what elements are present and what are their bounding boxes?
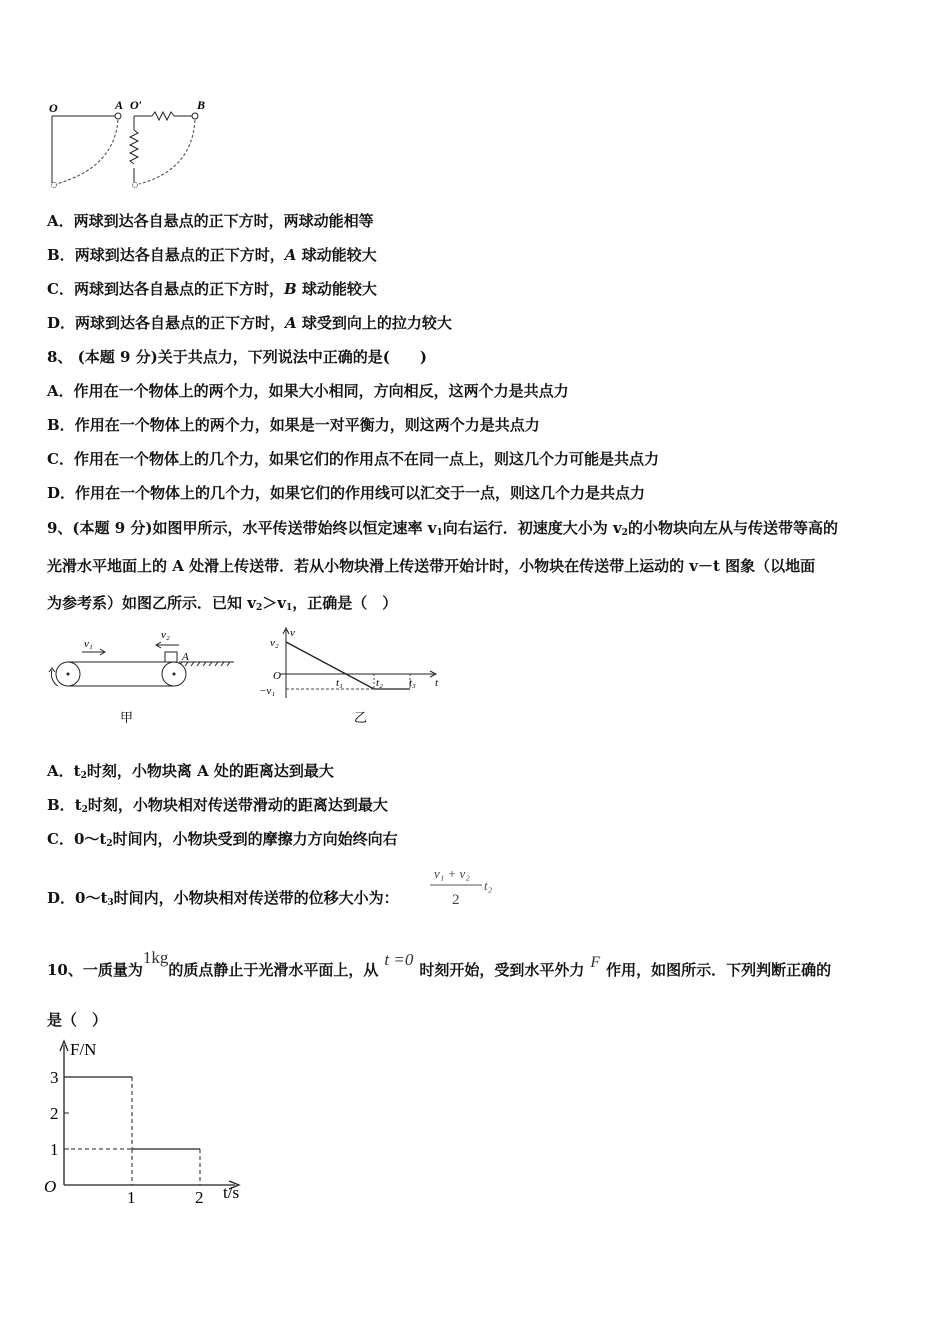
label-jia: 甲	[120, 710, 134, 725]
ball-b	[192, 113, 198, 119]
q10-stem-line1: 10、一质量为1kg的质点静止于光滑水平面上，从t =0时刻开始，受到水平外力 F 作用，如图所示．下列判断正确的	[47, 948, 832, 979]
q10-stem-line2: 是（ ）	[47, 1011, 108, 1029]
svg-text:v₂: v₂	[161, 629, 170, 641]
force-time-chart	[40, 1035, 250, 1214]
q8-option-c: C．作用在一个物体上的几个力，如果它们的作用点不在同一点上，则这几个力可能是共点力	[47, 450, 659, 468]
q8-option-a: A．作用在一个物体上的两个力，如果大小相同，方向相反，这两个力是共点力	[47, 382, 569, 400]
q9-option-d-formula	[426, 862, 506, 916]
q7-option-a: A．两球到达各自悬点的正下方时，两球动能相等	[47, 212, 374, 230]
block	[165, 652, 177, 662]
figure-yi	[259, 627, 439, 725]
vertical-spring	[130, 130, 138, 164]
label-yi: 乙	[354, 710, 368, 725]
label-o-prime: O′	[130, 98, 143, 112]
svg-text:v₁ + v₂: v₁ + v₂	[434, 866, 470, 881]
q9-option-a: A．$t_2$时刻，小物块离 A 处的距离达到最大	[47, 762, 334, 781]
x-tick-label: 1	[127, 1188, 136, 1207]
y-axis-label: F/N	[70, 1040, 97, 1059]
pendulum-spring-figure	[44, 98, 219, 194]
svg-text:t₁: t₁	[336, 677, 343, 689]
right-arc	[139, 120, 195, 184]
origin-label: O	[44, 1177, 57, 1196]
svg-text:A: A	[182, 651, 189, 663]
svg-text:O: O	[273, 670, 281, 682]
label-b: B	[197, 98, 206, 112]
q7-option-b: B．两球到达各自悬点的正下方时，A 球动能较大	[47, 246, 377, 264]
q7-option-d: D．两球到达各自悬点的正下方时，A 球受到向上的拉力较大	[47, 314, 452, 332]
horizontal-spring	[152, 112, 174, 120]
y-tick-label: 1	[50, 1140, 59, 1159]
svg-text:t₃: t₃	[409, 677, 416, 689]
svg-text:t₂: t₂	[484, 878, 493, 893]
x-axis-label: t/s	[223, 1183, 240, 1202]
svg-text:t: t	[435, 677, 439, 689]
q8-option-d: D．作用在一个物体上的几个力，如果它们的作用线可以汇交于一点，则这几个力是共点力	[47, 484, 646, 502]
q8-option-b: B．作用在一个物体上的两个力，如果是一对平衡力，则这两个力是共点力	[47, 416, 540, 434]
x-tick-label: 2	[195, 1188, 204, 1207]
y-tick-label: 2	[50, 1104, 59, 1123]
q9-stem-line2: 光滑水平地面上的 A 处滑上传送带．若从小物块滑上传送带开始计时，小物块在传送带上运动的 v－t 图象（以地面	[47, 557, 816, 575]
q9-stem-line3: 为参考系）如图乙所示．已知 $v_2>v_1$，正确是（ ）	[47, 594, 398, 613]
conveyor-and-vt-figure	[44, 622, 440, 734]
ball-a	[115, 113, 121, 119]
q7-option-c: C．两球到达各自悬点的正下方时，B 球动能较大	[47, 280, 377, 298]
left-arc	[56, 120, 118, 184]
figure-jia	[49, 629, 234, 725]
vt-slope	[286, 642, 374, 689]
q9-option-c: C．$0\sim t_2$时间内，小物块受到的摩擦力方向始终向右	[47, 830, 398, 849]
svg-text:2: 2	[452, 892, 460, 908]
svg-text:t₂: t₂	[376, 677, 383, 689]
svg-text:v: v	[290, 627, 295, 639]
q9-option-b: B．$t_2$时刻，小物块相对传送带滑动的距离达到最大	[47, 796, 388, 815]
label-a: A	[115, 98, 124, 112]
svg-text:v₂: v₂	[270, 637, 279, 649]
svg-text:v₁: v₁	[84, 638, 93, 650]
q9-option-d: D．$0\sim t_3$时间内，小物块相对传送带的位移大小为：	[47, 889, 399, 908]
q8-stem: 8、 (本题 9 分)关于共点力，下列说法中正确的是( )	[47, 348, 427, 366]
y-tick-label: 3	[50, 1068, 59, 1087]
svg-text:−v₁: −v₁	[259, 685, 276, 697]
label-o: O	[49, 101, 58, 115]
q9-stem-line1: 9、(本题 9 分)如图甲所示，水平传送带始终以恒定速率 $v_1$向右运行．初速度大小为 $v_2$的小物块向左从与传送带等高的	[47, 519, 838, 538]
